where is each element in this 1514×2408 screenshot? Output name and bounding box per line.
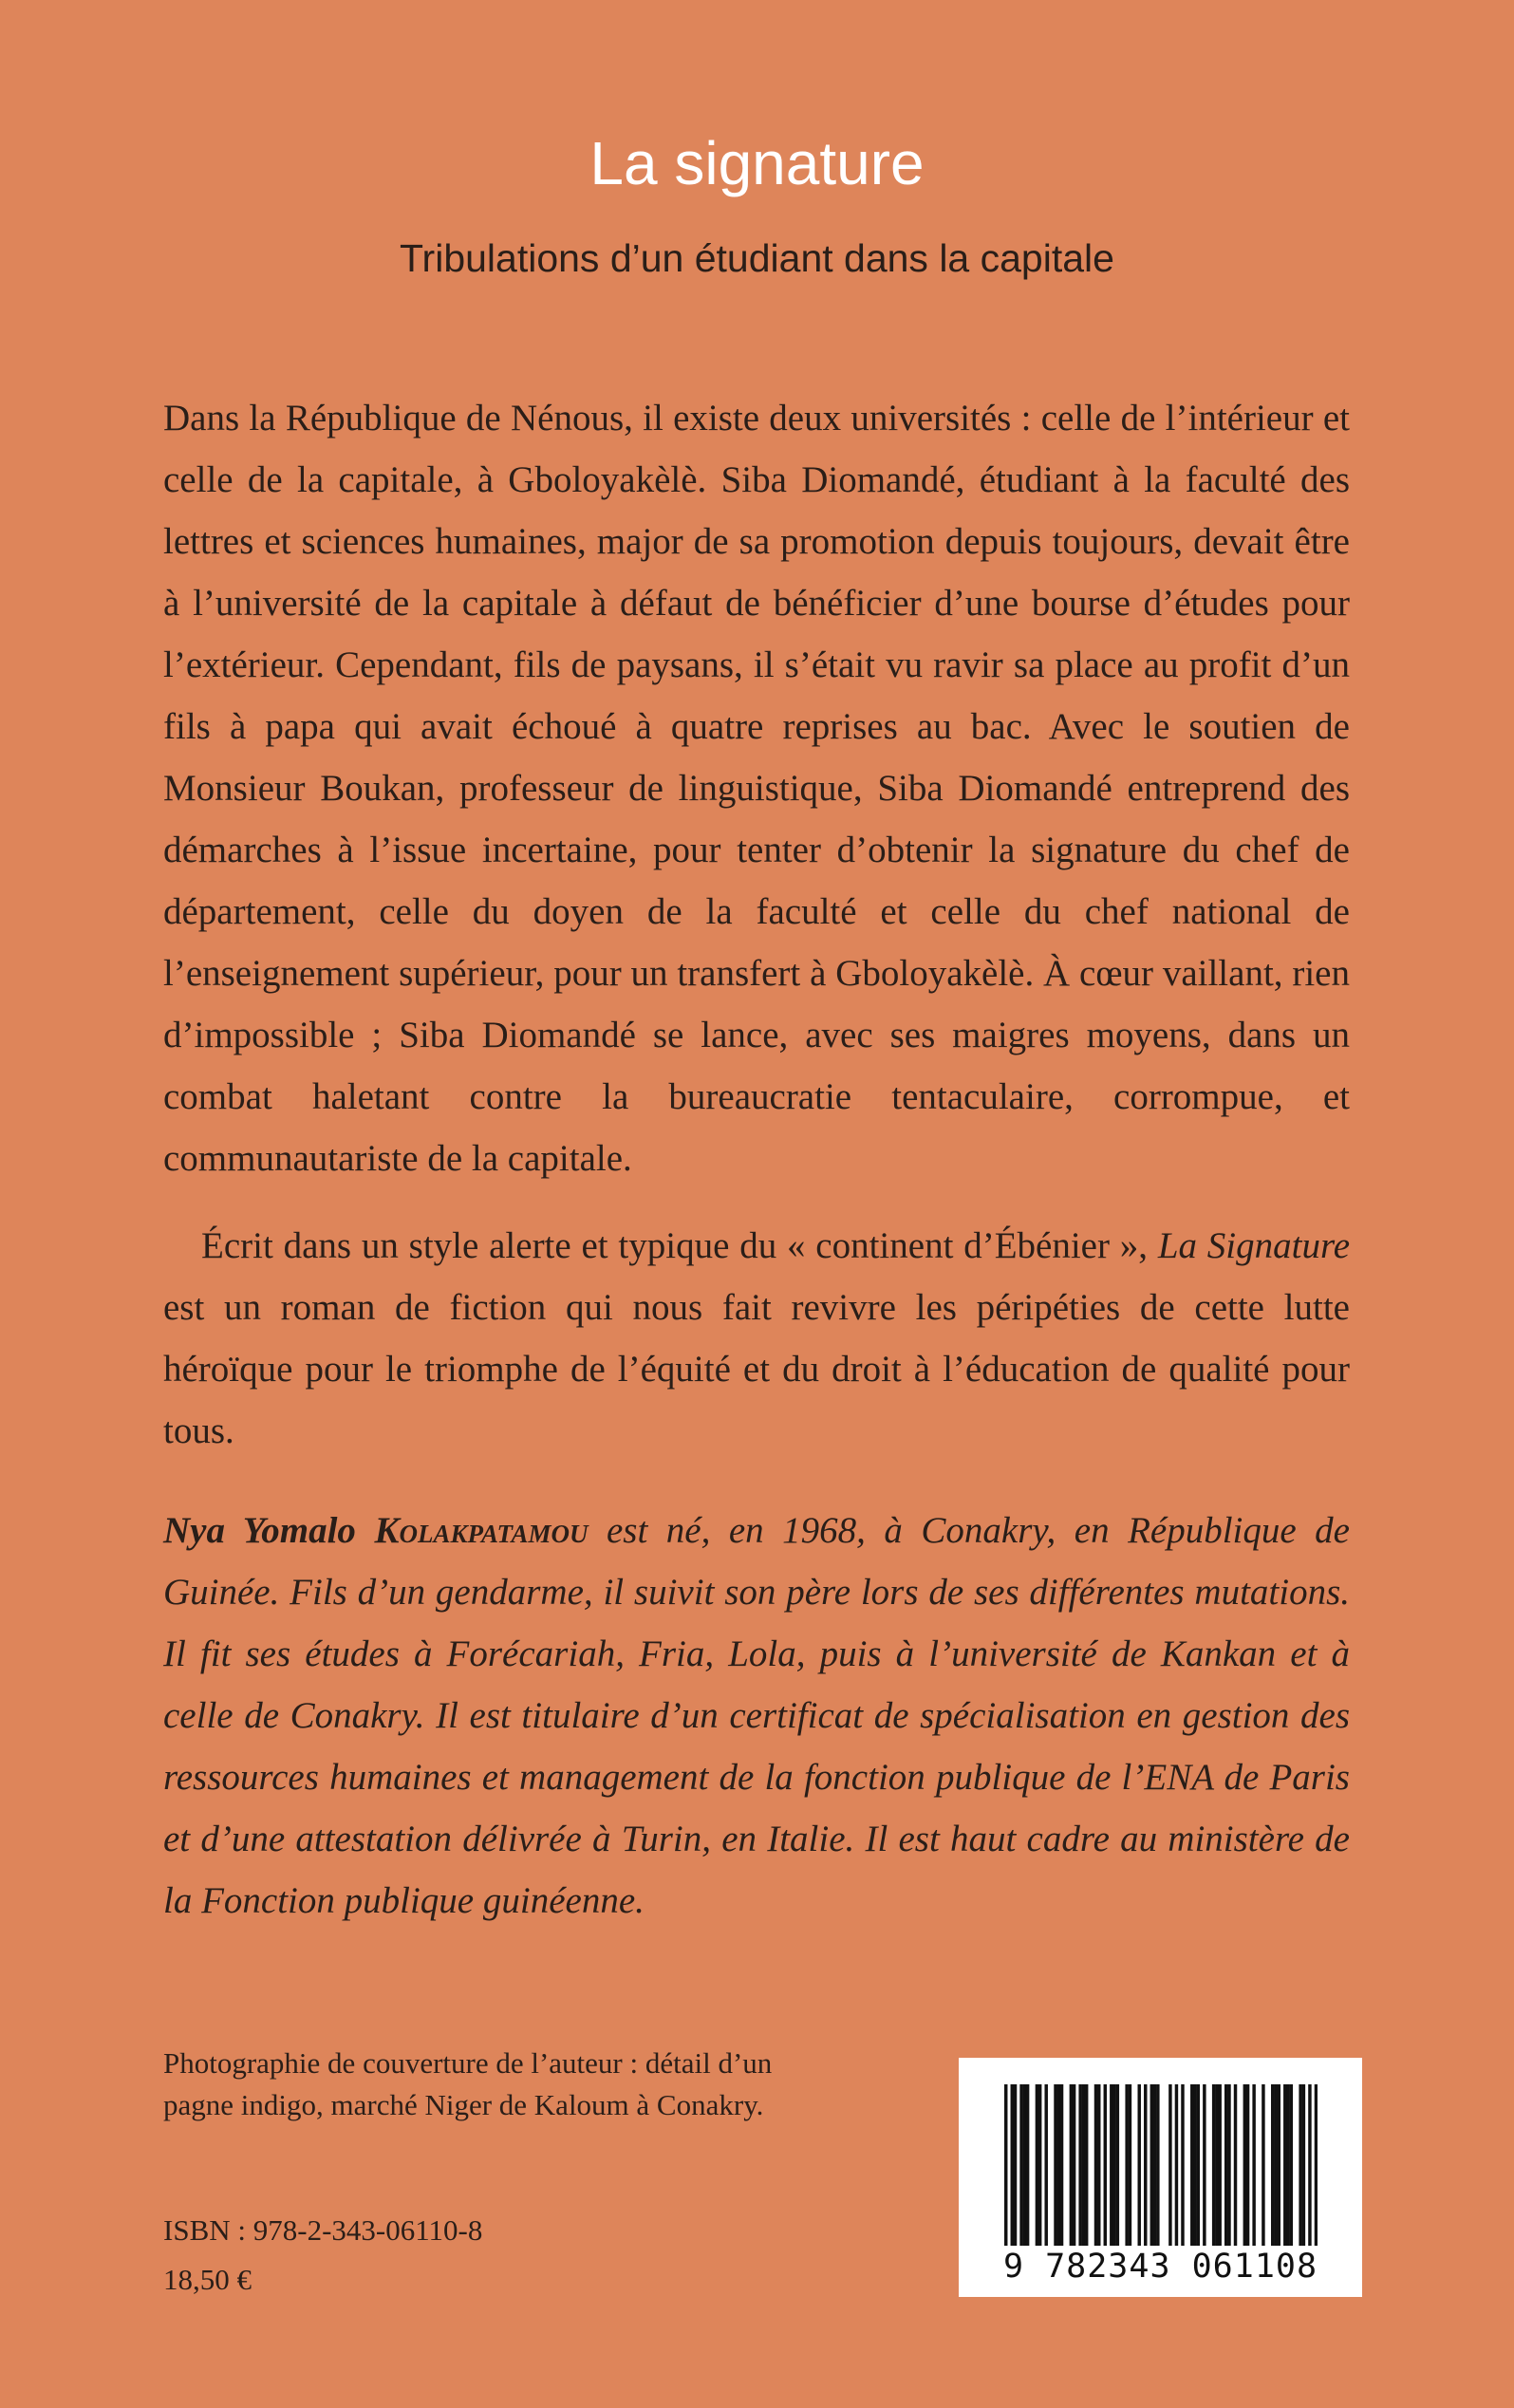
barcode-bar [1129, 2084, 1131, 2246]
barcode-bar [1168, 2084, 1171, 2246]
author-name [163, 1510, 588, 1551]
barcode-bar [1110, 2084, 1112, 2246]
summary-paragraph-2-start: Écrit dans un style alerte et typique du « continent d’Ébénier », [201, 1225, 1149, 1266]
summary-paragraph-1: Dans la République de Nénous, il existe deux universités : celle de l’intérieur et celle de la capitale, à Gboloyakèlè. Siba Diomandé, étudiant à la faculté des lettres et sciences humaines, major de sa promotion depuis toujours, devait être à l’université de la capitale à défaut de bénéficier d’une bourse d’études pour l’extérieur. Cependant, fils de paysans, il s’était vu ravir sa place au profit d’un fils à papa qui avait échoué à quatre reprises au bac. Avec le soutien de Monsieur Boukan, professeur de linguistique, Siba Diomandé entreprend des démarches à l’issue incertaine, pour tenter d’obtenir la signature du chef de département, celle du doyen de la faculté et celle du chef national de l’enseignement supérieur, pour un transfert à Gboloyakèlè. À cœur vaillant, rien d’impossible ; Siba Diomandé se lance, avec ses maigres moyens, dans un combat haletant contre la bureaucratie tentaculaire, corrompue, et communautariste de la capitale. [163, 398, 1350, 1179]
author-bio [163, 1500, 1350, 1932]
barcode-bars [1004, 2084, 1318, 2246]
barcode-bar [1014, 2084, 1017, 2246]
barcode-bar [1308, 2084, 1311, 2246]
book-title: La signature [589, 129, 925, 197]
barcode-bar [1203, 2084, 1206, 2246]
barcode-bar [1004, 2084, 1007, 2246]
barcode-bar [1097, 2084, 1100, 2246]
barcode-bar [1070, 2084, 1073, 2246]
author-bio-text: est né, en 1968, à Conakry, en République de Guinée. Fils d’un gendarme, il suivit son père lors de ses différentes mutations. Il fit ses études à Forécariah, Fria, Lola, puis à l’université de Kankan et à celle de Conakry. Il est titulaire d’un certificat de spécialisation en gestion des ressources humaines et management de la fonction publique de l’ENA de Paris et d’une attestation délivrée à Turin, en Italie. Il est haut cadre au ministère de la Fonction publique guinéenne. [163, 1510, 1350, 1921]
barcode-bar [1224, 2084, 1227, 2246]
barcode-bar [1138, 2084, 1141, 2246]
barcode-bar [1078, 2084, 1081, 2246]
barcode-bar [1023, 2084, 1026, 2246]
barcode-bar [1156, 2084, 1159, 2246]
summary-book-title: La Signature [1157, 1225, 1351, 1266]
barcode-bar [1116, 2084, 1119, 2246]
book-subtitle: Tribulations d’un étudiant dans la capitale [400, 236, 1114, 280]
summary-paragraph-2-end: est un roman de fiction qui nous fait revivre les péripéties de cette lutte héroïque pour le triomphe de l’équité et du droit à l’éducation de qualité pour tous. [163, 1287, 1350, 1451]
barcode [959, 2058, 1362, 2297]
barcode-bar [1011, 2084, 1014, 2246]
barcode-bar [1044, 2084, 1047, 2246]
barcode-bar [1262, 2084, 1264, 2246]
barcode-bar [1026, 2084, 1029, 2246]
barcode-bar [1271, 2084, 1274, 2246]
barcode-bar [1112, 2084, 1115, 2246]
barcode-bar [1227, 2084, 1230, 2246]
author-last-name: Kolakpatamou [374, 1510, 589, 1551]
barcode-bar [1019, 2084, 1022, 2246]
barcode-bar [1104, 2084, 1107, 2246]
barcode-bar [1036, 2084, 1038, 2246]
barcode-bar [1283, 2084, 1286, 2246]
barcode-bar [1190, 2084, 1193, 2246]
barcode-bar [1246, 2084, 1249, 2246]
barcode-bar [1085, 2084, 1088, 2246]
barcode-bar [1299, 2084, 1301, 2246]
barcode-bar [1057, 2084, 1060, 2246]
barcode-bar [1144, 2084, 1147, 2246]
barcode-bar [1181, 2084, 1184, 2246]
barcode-bar [1290, 2084, 1293, 2246]
barcode-bar [1094, 2084, 1097, 2246]
barcode-bar [1274, 2084, 1277, 2246]
summary-paragraph-2 [163, 1215, 1350, 1462]
barcode-bar [1243, 2084, 1246, 2246]
barcode-digits: 9 782343 061108 [1002, 2248, 1318, 2286]
photo-credit: Photographie de couverture de l’auteur : détail d’un pagne indigo, marché Niger de Kaloum à Conakry. [163, 2046, 773, 2121]
barcode-bar [1302, 2084, 1305, 2246]
barcode-bar [1073, 2084, 1075, 2246]
barcode-bar [1286, 2084, 1289, 2246]
barcode-bar [1054, 2084, 1056, 2246]
barcode-bar [1060, 2084, 1063, 2246]
barcode-bar [1252, 2084, 1255, 2246]
barcode-bar [1315, 2084, 1318, 2246]
barcode-bar [1278, 2084, 1280, 2246]
barcode-bar [1125, 2084, 1128, 2246]
barcode-bar [1218, 2084, 1221, 2246]
barcode-bar [1215, 2084, 1218, 2246]
barcode-bar [1153, 2084, 1156, 2246]
barcode-bar [1082, 2084, 1085, 2246]
isbn: ISBN : 978-2-343-06110-8 [163, 2213, 483, 2247]
barcode-bar [1193, 2084, 1196, 2246]
barcode-bar [1038, 2084, 1041, 2246]
barcode-bar [1175, 2084, 1178, 2246]
price: 18,50 € [163, 2263, 252, 2296]
barcode-bar [1234, 2084, 1237, 2246]
author-first-name: Nya Yomalo [163, 1510, 356, 1551]
barcode-bar [1150, 2084, 1153, 2246]
barcode-bar [1212, 2084, 1215, 2246]
barcode-bar [1197, 2084, 1200, 2246]
